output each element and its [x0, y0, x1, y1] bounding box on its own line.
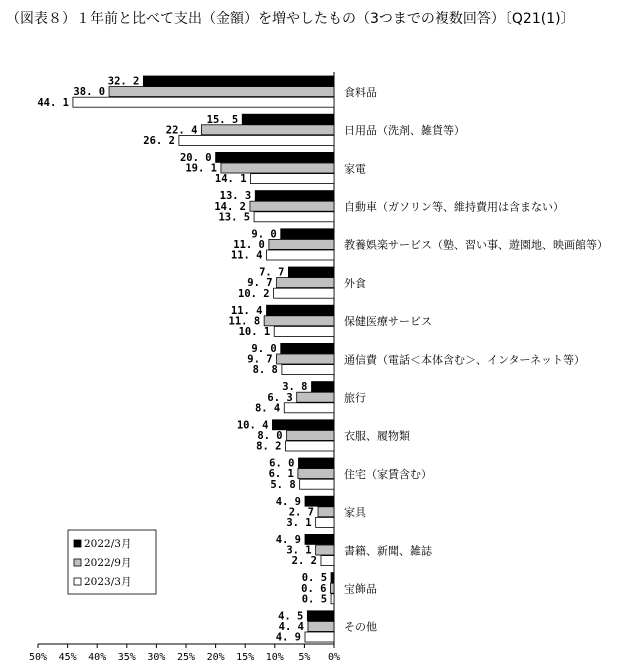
- x-tick-label: 50%: [28, 652, 48, 663]
- bar: [288, 267, 334, 277]
- bar: [284, 403, 334, 413]
- bar: [73, 97, 334, 107]
- x-tick-label: 40%: [88, 652, 107, 663]
- data-label: 11. 4: [230, 304, 263, 317]
- bar: [216, 152, 334, 162]
- bar: [274, 288, 334, 298]
- category-label: 宝飾品: [344, 582, 377, 596]
- category-label: 住宅（家賃含む）: [344, 467, 432, 481]
- data-label: 26. 2: [143, 135, 175, 147]
- bar: [277, 354, 334, 364]
- x-tick-label: 30%: [147, 652, 166, 663]
- data-label: 0. 6: [301, 582, 327, 595]
- x-tick-label: 45%: [58, 652, 77, 663]
- data-label: 32. 2: [107, 75, 140, 88]
- data-label: 9. 7: [247, 353, 273, 366]
- data-label: 3. 8: [282, 381, 308, 394]
- data-label: 4. 4: [278, 621, 304, 633]
- bar: [109, 87, 334, 97]
- bar: [297, 392, 334, 402]
- data-label: 4. 5: [278, 610, 304, 623]
- category-label: 旅行: [344, 391, 366, 405]
- bar: [281, 343, 334, 353]
- x-tick-label: 5%: [298, 652, 311, 663]
- bar: [201, 125, 334, 135]
- bar: [305, 632, 334, 642]
- data-label: 38. 0: [73, 86, 106, 99]
- category-label: 保健医療サービス: [344, 315, 432, 329]
- data-label: 13. 5: [218, 211, 251, 224]
- data-label: 13. 3: [219, 190, 252, 203]
- bar: [264, 316, 334, 326]
- category-label: 食料品: [344, 85, 377, 99]
- data-label: 0. 5: [301, 593, 328, 606]
- data-label: 8. 8: [252, 364, 278, 377]
- bar: [179, 135, 334, 145]
- data-label: 14. 2: [214, 200, 246, 213]
- category-label: 家具: [344, 506, 366, 520]
- category-label: その他: [344, 620, 377, 634]
- data-label: 2. 7: [288, 506, 315, 519]
- data-label: 7. 7: [259, 266, 285, 279]
- bar: [307, 611, 334, 621]
- data-label: 9. 7: [247, 277, 273, 290]
- data-label: 5. 8: [270, 478, 296, 491]
- data-label: 11. 4: [230, 249, 263, 262]
- bar: [287, 430, 334, 440]
- data-label: 20. 0: [179, 152, 212, 164]
- data-label: 8. 0: [257, 430, 283, 442]
- data-label: 22. 4: [165, 124, 198, 137]
- bar: [272, 420, 334, 430]
- bar: [254, 212, 334, 222]
- x-tick-label: 15%: [236, 652, 255, 663]
- bar: [267, 250, 334, 260]
- bar: [308, 621, 334, 631]
- data-label: 10. 2: [238, 287, 270, 300]
- data-label: 3. 1: [286, 544, 312, 557]
- bar: [269, 239, 334, 249]
- bar: [242, 114, 334, 124]
- bar: [330, 583, 334, 593]
- x-tick-label: 0%: [327, 652, 341, 663]
- bar: [331, 594, 334, 604]
- legend-entry: 2022/9月: [84, 557, 132, 569]
- category-label: 衣服、履物類: [344, 429, 410, 443]
- category-label: 教養娯楽サービス（塾、習い事、遊園地、映画館等）: [344, 238, 608, 252]
- x-tick-label: 25%: [176, 652, 196, 663]
- legend-swatch: [74, 540, 81, 547]
- bar: [285, 441, 334, 451]
- bar: [298, 469, 334, 479]
- bar: [316, 545, 334, 555]
- legend: [68, 530, 156, 594]
- x-tick-label: 35%: [117, 652, 136, 663]
- bar: [316, 517, 334, 527]
- data-label: 6. 0: [269, 457, 295, 470]
- bar: [282, 365, 334, 375]
- data-label: 11. 8: [228, 315, 261, 328]
- bar: [274, 326, 334, 336]
- legend-swatch: [74, 578, 81, 585]
- data-label: 4. 9: [275, 534, 301, 546]
- bar: [321, 556, 334, 566]
- data-label: 11. 0: [233, 239, 265, 251]
- legend-entry: 2022/3月: [84, 538, 132, 550]
- data-label: 44. 1: [37, 96, 69, 109]
- data-label: 9. 0: [251, 228, 277, 241]
- data-label: 9. 0: [251, 343, 277, 355]
- category-label: 通信費（電話＜本体含む＞、インターネット等）: [344, 353, 586, 367]
- bar: [298, 458, 334, 468]
- bar: [305, 496, 334, 506]
- bar: [255, 191, 334, 201]
- bar: [250, 201, 334, 211]
- data-label: 10. 1: [238, 326, 271, 338]
- data-label: 6. 3: [267, 391, 293, 404]
- data-label: 4. 9: [275, 631, 301, 644]
- data-label: 0. 5: [301, 572, 328, 585]
- bar: [143, 76, 334, 86]
- category-label: 家電: [344, 162, 366, 176]
- legend-entry: 2023/3月: [84, 576, 132, 588]
- bar: [267, 305, 334, 315]
- bar: [312, 382, 334, 392]
- bar: [281, 229, 334, 239]
- data-label: 14. 1: [214, 173, 247, 186]
- x-tick-label: 10%: [265, 652, 284, 663]
- data-label: 2. 2: [291, 555, 317, 568]
- chart-title: （図表８）１年前と比べて支出（金額）を増やしたもの（3つまでの複数回答）〔Q21(1)〕: [6, 11, 575, 27]
- data-label: 6. 1: [268, 468, 294, 481]
- bar: [277, 278, 334, 288]
- bar: [251, 174, 334, 184]
- category-label: 外食: [344, 276, 366, 290]
- data-label: 4. 9: [275, 495, 301, 508]
- x-tick-label: 20%: [206, 652, 225, 663]
- category-label: 自動車（ガソリン等、維持費用は含まない）: [344, 200, 564, 214]
- category-label: 日用品（洗剤、雑貨等）: [344, 124, 465, 138]
- category-label: 書籍、新聞、雑誌: [344, 544, 432, 558]
- data-label: 3. 1: [286, 517, 312, 529]
- data-label: 19. 1: [185, 162, 217, 175]
- data-label: 15. 5: [206, 113, 239, 126]
- bar: [331, 573, 334, 583]
- bar: [221, 163, 334, 173]
- data-label: 8. 2: [256, 440, 282, 453]
- legend-swatch: [74, 559, 81, 566]
- data-label: 10. 4: [236, 419, 269, 432]
- bar: [318, 507, 334, 517]
- data-label: 8. 4: [254, 402, 281, 415]
- bar: [300, 479, 334, 489]
- bar: [305, 534, 334, 544]
